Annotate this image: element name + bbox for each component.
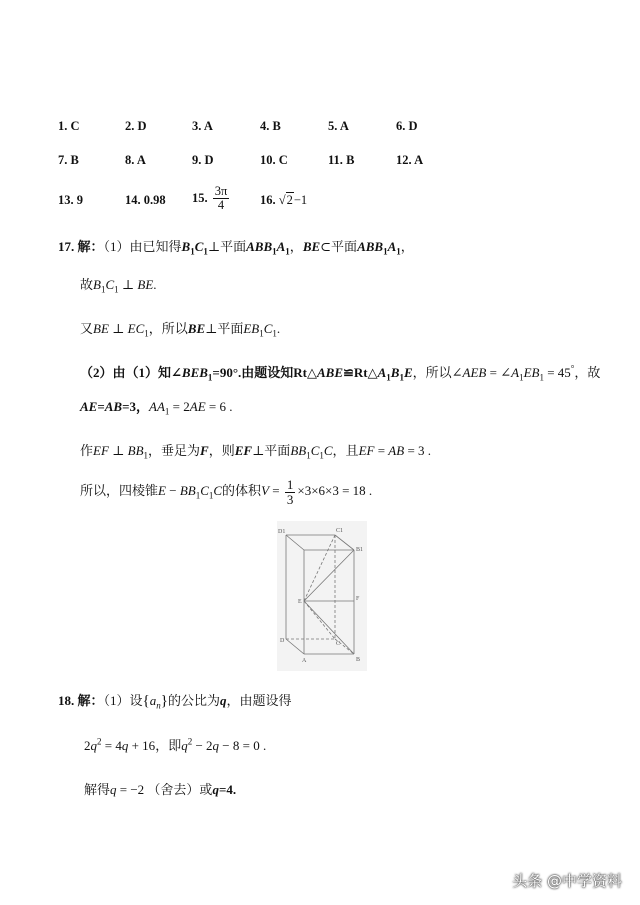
math: C (105, 277, 115, 292)
label-a: A (302, 658, 307, 664)
math: BB (127, 443, 144, 458)
text: ，由题设得 (226, 693, 292, 708)
answer-16 (260, 193, 307, 208)
math-sub: 1 (386, 372, 391, 383)
answer-10 (260, 153, 288, 168)
math: BE (137, 277, 154, 292)
answer-number: 6. (396, 119, 406, 133)
answer-value: C (70, 119, 80, 133)
math-sub: 1 (272, 328, 277, 339)
math-sub: 1 (519, 372, 524, 383)
answer-1 (58, 119, 80, 134)
math: EC (127, 321, 145, 336)
fraction-numerator: 3π (214, 184, 228, 198)
text: ， (400, 239, 414, 254)
volume-fraction (285, 478, 296, 506)
answer-number: 12. (396, 153, 412, 167)
text: （2）由（1）知∠ (80, 365, 182, 380)
math: B (390, 365, 400, 380)
label-e: E (298, 599, 302, 605)
solution-label: 解： (77, 239, 104, 254)
text: ，且 (332, 443, 359, 458)
math-sub: 1 (285, 246, 290, 257)
math: C (263, 321, 273, 336)
text: ，所以 (148, 321, 188, 336)
math: C (323, 443, 333, 458)
solution-label: 解： (77, 693, 104, 708)
math: EF (93, 443, 109, 458)
answer-number: 13. (58, 193, 74, 207)
answer-4 (260, 119, 281, 134)
math: q (212, 738, 220, 753)
text: =90°.由题设知Rt△ (212, 365, 317, 380)
answer-7 (58, 153, 79, 168)
answer-9 (192, 153, 214, 168)
math-sub: 1 (164, 406, 170, 417)
text: = 3 . (404, 443, 432, 458)
math: C (200, 483, 209, 499)
text: ⊥ (118, 277, 138, 292)
label-c: C (336, 641, 341, 647)
answer-6 (396, 119, 418, 134)
text: =4. (218, 782, 237, 797)
sqrt-expression: √2−1 (278, 193, 308, 207)
text: ⊥平面 (205, 321, 244, 336)
math-sub: 1 (272, 246, 277, 257)
answer-15 (192, 185, 231, 212)
answer-number: 5. (328, 119, 338, 133)
math: C (194, 239, 204, 254)
text: 又 (80, 321, 94, 336)
math: BB (179, 483, 196, 499)
math: EB (523, 365, 540, 380)
answer-value: A (339, 119, 349, 133)
answer-number: 16. (260, 193, 276, 207)
math-sub: 1 (144, 328, 149, 339)
text: 的体积 (222, 483, 262, 499)
text: 的公比为 (167, 693, 220, 708)
question-number: 17. (58, 239, 75, 254)
answer-number: 10. (260, 153, 276, 167)
math: A (377, 365, 387, 380)
math-sup: ° (570, 363, 575, 374)
text: = 6 . (205, 399, 233, 414)
answer-5 (328, 119, 349, 134)
fraction-denominator: 3 (286, 491, 294, 507)
answer-number: 1. (58, 119, 68, 133)
math-sub: 1 (203, 246, 208, 257)
question-number: 18. (58, 693, 75, 708)
text: （1）由已知得 (103, 239, 182, 254)
math-sup: 2 (97, 736, 102, 747)
answer-13 (58, 193, 83, 208)
q17-line-4 (80, 362, 600, 383)
math: a (149, 693, 157, 708)
q17-line-6 (80, 440, 431, 461)
math: ABB (246, 239, 273, 254)
answer-number: 11. (328, 153, 343, 167)
math: ABB (357, 239, 384, 254)
text: ⊥ (108, 443, 128, 458)
math: q (181, 738, 188, 753)
label-b1: B1 (356, 547, 364, 553)
text: ≌Rt△ (343, 365, 378, 380)
math: AA (149, 399, 165, 414)
q18-line-1 (58, 690, 291, 711)
math: BE (93, 321, 109, 336)
text: ，垂足为 (148, 443, 201, 458)
q18-line-2 (84, 735, 266, 754)
text: 2 (84, 738, 91, 753)
math: A (387, 239, 397, 254)
math-sup: 2 (187, 736, 193, 747)
text: ，所以∠ (412, 365, 463, 380)
text: = (374, 443, 389, 458)
q17-line-7 (80, 478, 372, 506)
q17-line-5 (80, 396, 233, 417)
answer-value: D (408, 119, 418, 133)
text: 故 (80, 277, 94, 292)
math: BE (187, 321, 206, 336)
text: . (153, 277, 157, 292)
math: AB (388, 443, 405, 458)
text: ， (289, 239, 303, 254)
math: q (219, 693, 227, 708)
math: A (276, 239, 286, 254)
answer-value: 9 (76, 193, 83, 207)
text: ⊥平面 (207, 239, 247, 254)
text: 作 (80, 443, 94, 458)
text: ，即 (155, 738, 182, 753)
answer-value: D (137, 119, 147, 133)
label-b: B (356, 657, 361, 663)
prism-figure (277, 521, 367, 671)
answer-number: 2. (125, 119, 135, 133)
text: + 16 (128, 738, 156, 753)
math-sub: 1 (114, 284, 119, 295)
math: E (158, 483, 166, 499)
text: ×3×6×3 = 18 . (297, 483, 373, 499)
math: F (200, 443, 209, 458)
answer-number: 15. (192, 191, 208, 206)
q17-line-2 (80, 274, 157, 295)
math-sub: 1 (383, 246, 388, 257)
text: = 4 (101, 738, 122, 753)
text: − 2 (192, 738, 213, 753)
answer-fraction (213, 185, 230, 212)
text: . (276, 321, 281, 336)
answer-number: 4. (260, 119, 270, 133)
answer-value: C (278, 153, 288, 167)
label-d: D (280, 638, 285, 644)
answer-value: B (70, 153, 79, 167)
answer-12 (396, 153, 423, 168)
text: ⊥平面 (252, 443, 291, 458)
answer-11 (328, 153, 354, 168)
q17-line-3 (80, 318, 280, 339)
math-sub: 1 (306, 450, 311, 461)
math: C (310, 443, 320, 458)
text: = (269, 483, 283, 499)
answer-value: B (272, 119, 281, 133)
math: AE (80, 399, 98, 414)
math: q (212, 782, 219, 797)
answer-3 (192, 119, 213, 134)
text: = 2 (169, 399, 190, 414)
text: = −2 （舍去）或 (116, 782, 213, 797)
math: AB (104, 399, 123, 414)
text: ⊥ (108, 321, 128, 336)
math: C (213, 483, 223, 499)
text: 所以，四棱锥 (80, 483, 159, 499)
math-sub: 1 (100, 284, 106, 295)
math: AEB (462, 365, 487, 380)
label-c1: C1 (336, 528, 344, 534)
fraction-numerator: 1 (286, 477, 294, 492)
answer-value: A (136, 153, 146, 167)
brace-left: { (142, 693, 150, 709)
math: BEB (181, 365, 208, 380)
math: B (93, 277, 101, 292)
answer-8 (125, 153, 146, 168)
q17-line-1 (58, 236, 414, 257)
math: ABE (317, 365, 344, 380)
text: − (165, 483, 180, 499)
answer-value: D (204, 153, 214, 167)
math-sub: 1 (207, 372, 213, 383)
math: q (90, 738, 97, 753)
text: = (97, 399, 105, 414)
figure-background (277, 521, 367, 671)
math-sub: 1 (319, 450, 324, 461)
text: 解得 (84, 782, 111, 797)
label-f: F (356, 596, 360, 602)
math-sub: 1 (195, 490, 201, 501)
math-sub: 1 (539, 372, 544, 383)
math: V (261, 483, 270, 499)
sqrt-radicand: 2 (286, 193, 293, 207)
q18-line-3 (84, 779, 236, 798)
watermark: 头条 @中学资料 (512, 872, 622, 890)
answer-number: 14. (125, 193, 141, 207)
math: EF (234, 443, 253, 458)
sqrt-rest: −1 (293, 193, 308, 207)
answer-number: 8. (125, 153, 135, 167)
answer-value: 0.98 (143, 193, 166, 207)
text: = 45 (543, 365, 571, 380)
math-sub: 1 (259, 328, 264, 339)
answer-14 (125, 193, 166, 208)
answer-value: A (414, 153, 424, 167)
text: ⊂平面 (320, 239, 358, 254)
fraction-denominator: 4 (217, 198, 225, 213)
math-sub: 1 (190, 246, 195, 257)
math: q (110, 782, 117, 797)
text: ，则 (208, 443, 235, 458)
math-sub: 1 (208, 490, 214, 501)
text: =3， (122, 399, 150, 414)
text: ，故 (574, 365, 601, 380)
answer-number: 7. (58, 153, 68, 167)
math: A (511, 365, 520, 380)
answer-number: 3. (192, 119, 202, 133)
math-sub: 1 (396, 246, 401, 257)
answer-value: B (346, 153, 355, 167)
math: BB (290, 443, 307, 458)
answer-2 (125, 119, 147, 134)
brace-right: } (160, 693, 168, 709)
math: BE (302, 239, 321, 254)
math-sub: n (156, 700, 161, 711)
math: B (181, 239, 191, 254)
label-d1: D1 (278, 529, 286, 535)
answer-number: 9. (192, 153, 202, 167)
text: （1）设 (103, 693, 143, 708)
math: AE (189, 399, 206, 414)
text: = ∠ (486, 365, 512, 380)
math: q (121, 738, 129, 753)
math: EB (243, 321, 260, 336)
math-sub: 1 (399, 372, 404, 383)
answer-value: A (203, 119, 213, 133)
math: E (403, 365, 413, 380)
text: − 8 = 0 . (219, 738, 267, 753)
math-sub: 1 (143, 450, 149, 461)
math: EF (358, 443, 375, 458)
